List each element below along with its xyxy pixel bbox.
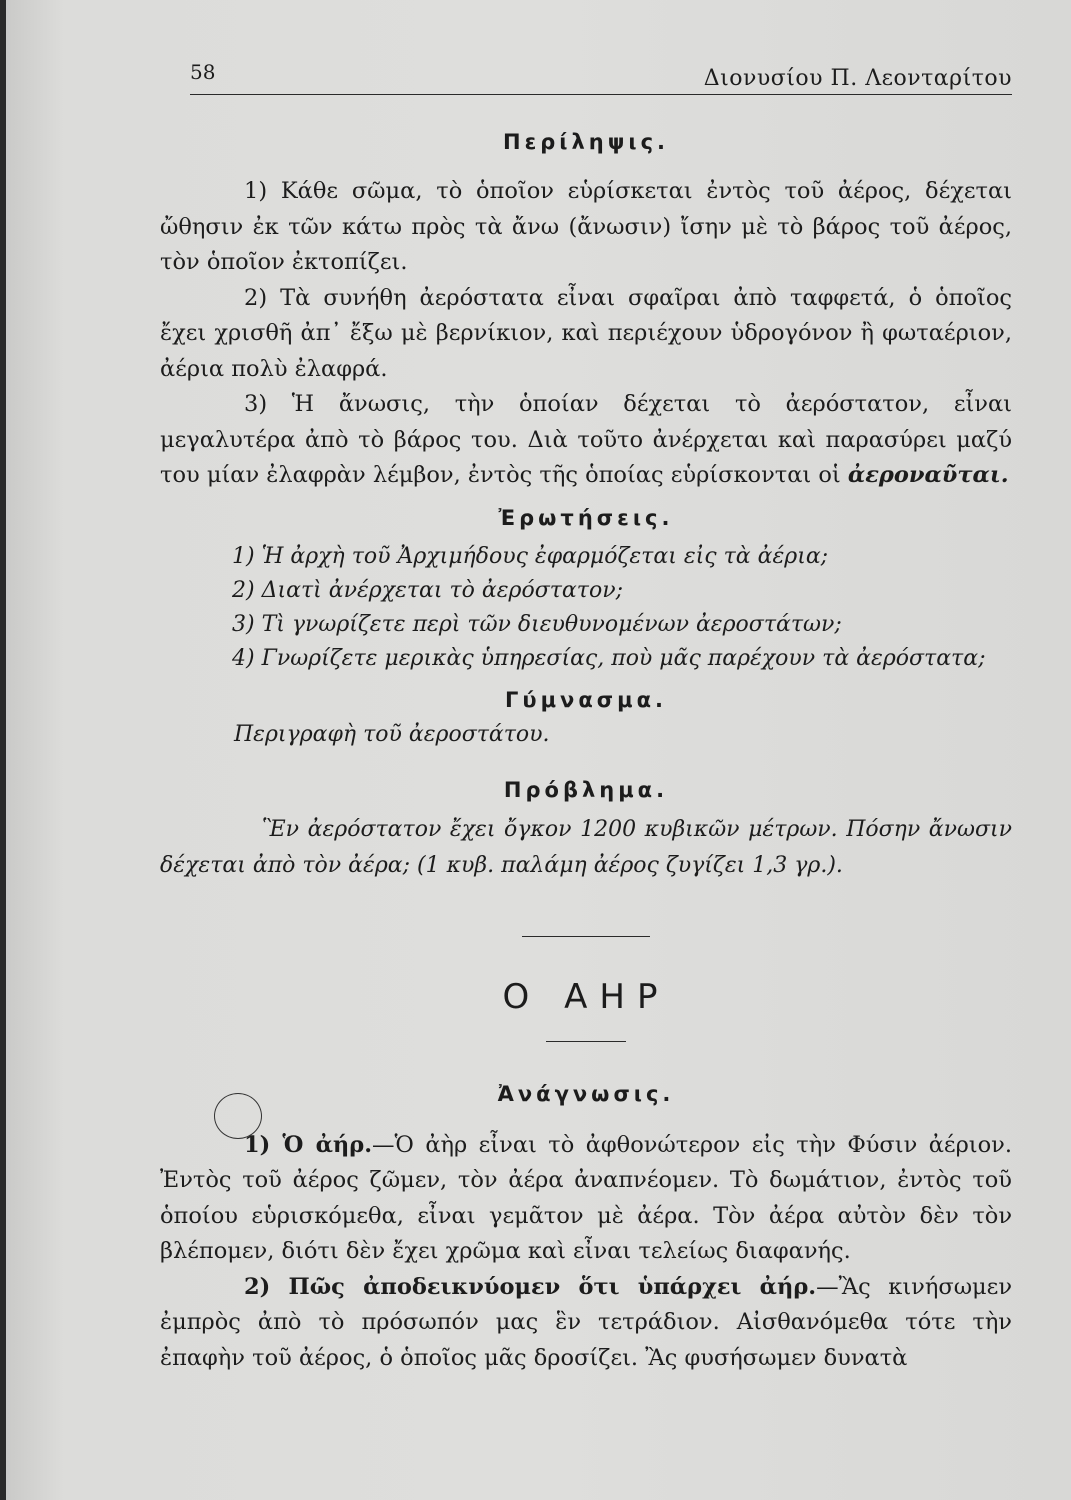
summary-item-2: 2) Τὰ συνήθη ἀερόστατα εἶναι σφαῖραι ἀπὸ ταφφετά, ὁ ὁποῖος ἔχει χρισθῆ ἀπ᾿ ἔξω μὲ βερνίκιον, καὶ περιέχουν ὑδρογόνον ἢ φωταέριον, ἀέρια πολὺ ἐλαφρά.: [160, 284, 1012, 382]
page-number: 58: [190, 60, 216, 84]
page-binding-edge: [0, 0, 6, 1500]
questions-heading: Ἐρωτήσεις.: [498, 505, 674, 530]
reading-paragraph-2: [160, 1270, 1012, 1377]
reading-paragraph-2-head: 2) Πῶς ἀποδεικνύομεν ὅτι ὑπάρχει ἀήρ.: [244, 1273, 817, 1300]
question-3: 3) Τὶ γνωρίζετε περὶ τῶν διευθυνομένων ἀεροστάτων;: [232, 611, 842, 637]
summary-item-1: 1) Κάθε σῶμα, τὸ ὁποῖον εὑρίσκεται ἐντὸς τοῦ ἀέρος, δέχεται ὤθησιν ἐκ τῶν κάτω πρὸς τὰ ἄνω (ἄνωσιν) ἴσην μὲ τὸ βάρος τοῦ ἀέρος, τὸν ὁποῖον ἐκτοπίζει.: [160, 178, 1012, 275]
question-1: 1) Ἡ ἀρχὴ τοῦ Ἀρχιμήδους ἐφαρμόζεται εἰς τὰ ἀέρια;: [232, 543, 829, 569]
reading-paragraph-1-text: —Ὁ ἀὴρ εἶναι τὸ ἀφθονώτερον εἰς τὴν Φύσιν ἀέριον. Ἐντὸς τοῦ ἀέρος ζῶμεν, τὸν ἀέρα ἀναπνέομεν. Τὸ δωμάτιον, ἐντὸς τοῦ ὁποίου εὑρισκόμεθα, εἶναι γεμᾶτον μὲ ἀέρα. Τὸν ἀέρα αὐτὸν δὲν τὸν βλέπομεν, διότι δὲν ἔχει χρῶμα καὶ εἶναι τελείως διαφανής.: [160, 1131, 1013, 1264]
page-content: [160, 130, 1012, 1376]
question-2: 2) Διατὶ ἀνέρχεται τὸ ἀερόστατον;: [232, 577, 623, 603]
chapter-title: Ο ΑΗΡ: [502, 976, 670, 1017]
exercise-heading: Γύμνασμα.: [505, 687, 667, 712]
reading-paragraph-2-text: —Ἂς κινήσωμεν ἐμπρὸς ἀπὸ τὸ πρόσωπόν μας ἓν τετράδιον. Αἰσθανόμεθα τότε τὴν ἐπαφὴν τοῦ ἀέρος, ὁ ὁποῖος μᾶς δροσίζει. Ἂς φυσήσωμεν δυνατὰ: [160, 1273, 1012, 1371]
reading-paragraph-1-head: 1) Ὁ ἀήρ.: [244, 1131, 373, 1158]
problem-text: Ἓν ἀερόστατον ἔχει ὄγκον 1200 κυβικῶν μέτρων. Πόσην ἄνωσιν δέχεται ἀπὸ τὸν ἀέρα; (1 κυβ. παλάμη ἀέρος ζυγίζει 1,3 γρ.).: [160, 816, 1012, 878]
reading-paragraph-1: [160, 1128, 1012, 1270]
handwritten-circle-mark: [214, 1093, 262, 1139]
exercise-text: Περιγραφὴ τοῦ ἀεροστάτου.: [234, 721, 550, 747]
summary-item-3-text: 3) Ἡ ἄνωσις, τὴν ὁποίαν δέχεται τὸ ἀερόστατον, εἶναι μεγαλυτέρα ἀπὸ τὸ βάρος του. Διὰ τοῦτο ἀνέρχεται καὶ παρασύρει μαζύ του μίαν ἐλαφρὰν λέμβον, ἐντὸς τῆς ὁποίας εὑρίσκονται οἱ: [160, 391, 1012, 488]
summary-item-3-term: ἀεροναῦται.: [847, 462, 1009, 488]
reading-heading: Ἀνάγνωσις.: [497, 1081, 675, 1106]
summary-heading: Περίληψις.: [503, 130, 669, 154]
question-4: 4) Γνωρίζετε μερικὰς ὑπηρεσίας, ποὺ μᾶς παρέχουν τὰ ἀερόστατα;: [232, 645, 986, 671]
page-header: [190, 58, 1012, 95]
problem-heading: Πρόβλημα.: [503, 777, 669, 802]
running-head-author: Διονυσίου Π. Λεονταρίτου: [703, 66, 1012, 91]
summary-item-3: [160, 387, 1012, 494]
